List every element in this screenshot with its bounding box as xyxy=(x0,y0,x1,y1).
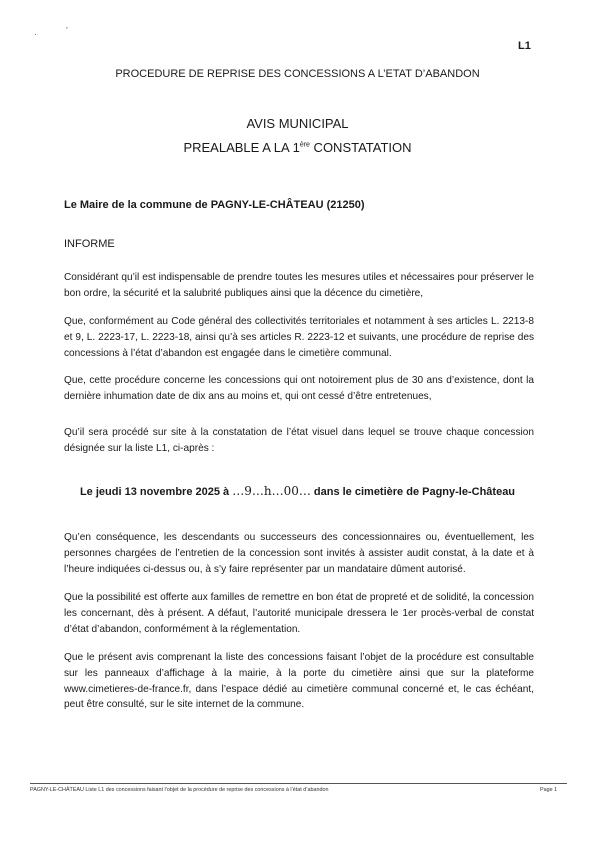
document-reference: L1 xyxy=(518,40,531,52)
paragraph-code-general: Que, conformément au Code général des collectivités territoriales et notamment à ses articles L. 2213-8 et 9, L. 2223-17, L. 2223-18, ainsi qu’à ses articles R. 2223-12 et suivants, une procédure de reprise des concessions à l’état d’abandon est engagée dans le cimetière communal. xyxy=(64,316,534,359)
meeting-date-line xyxy=(0,484,595,498)
paragraph-procedure-scope: Que, cette procédure concerne les concessions qui ont notoirement plus de 30 ans d’existence, dont la dernière inhumation date de dix ans au moins et, qui ont cessé d’être entretenues, xyxy=(64,375,534,402)
meeting-date-prefix: Le jeudi 13 novembre 2025 à xyxy=(79,486,233,498)
scan-mark: ’ xyxy=(66,26,68,35)
meeting-hour-handwritten: …9…h…00… xyxy=(232,484,311,498)
meeting-place: dans le cimetière de Pagny-le-Château xyxy=(310,486,516,498)
procedure-title: PROCEDURE DE REPRISE DES CONCESSIONS A L’ETAT D’ABANDON xyxy=(115,68,480,80)
paragraph-publication: Que le présent avis comprenant la liste des concessions faisant l’objet de la procédure est consultable sur les panneaux d’affichage à la mairie, à la porte du cimetière ainsi que sur la plateforme www.cimetieres-de-france.fr, dans l’espace dédié au cimetière communal concerné et, le cas échéant, peut être consulté, sur le site internet de la commune. xyxy=(64,652,534,711)
notice-title: AVIS MUNICIPAL xyxy=(246,116,349,131)
footer-divider xyxy=(30,783,567,784)
scan-mark: · xyxy=(34,30,37,39)
paragraph-considerant: Considérant qu’il est indispensable de prendre toutes les mesures utiles et nécessaires pour préserver le bon ordre, la sécurité et la salubrité publiques ainsi que la décence du cimetière, xyxy=(64,272,534,299)
mayor-line: Le Maire de la commune de PAGNY-LE-CHÂTEAU (21250) xyxy=(64,199,365,211)
notice-subtitle-prefix: PREALABLE A LA 1 xyxy=(183,140,300,155)
notice-subtitle-suffix: CONSTATATION xyxy=(309,140,412,155)
notice-subtitle-sup: ère xyxy=(299,141,310,149)
paragraph-consequence: Qu’en conséquence, les descendants ou successeurs des concessionnaires ou, éventuellement, les personnes chargées de l’entretien de la concession sont invités à assister audit constat, à la date et à l’heure indiquées ci-dessus ou, à s’y faire représenter par un mandataire dûment autorisé. xyxy=(64,532,534,575)
footer-text: PAGNY-LE-CHÂTEAU Liste L1 des concessions faisant l’objet de la procédure de reprise des concessions à l’état d’abandon xyxy=(30,787,329,793)
informe-heading: INFORME xyxy=(64,238,115,250)
notice-subtitle xyxy=(0,140,595,155)
page-number: Page 1 xyxy=(540,787,558,793)
paragraph-site-visit: Qu’il sera procédé sur site à la constatation de l’état visuel dans lequel se trouve chaque concession désignée sur la liste L1, ci-après : xyxy=(64,427,534,454)
paragraph-possibility: Que la possibilité est offerte aux familles de remettre en bon état de propreté et de solidité, la concession les concernant, dès à présent. A défaut, l’autorité municipale dressera le 1er procès-verbal de constat d’état d’abandon, conformément à la réglementation. xyxy=(64,592,534,635)
